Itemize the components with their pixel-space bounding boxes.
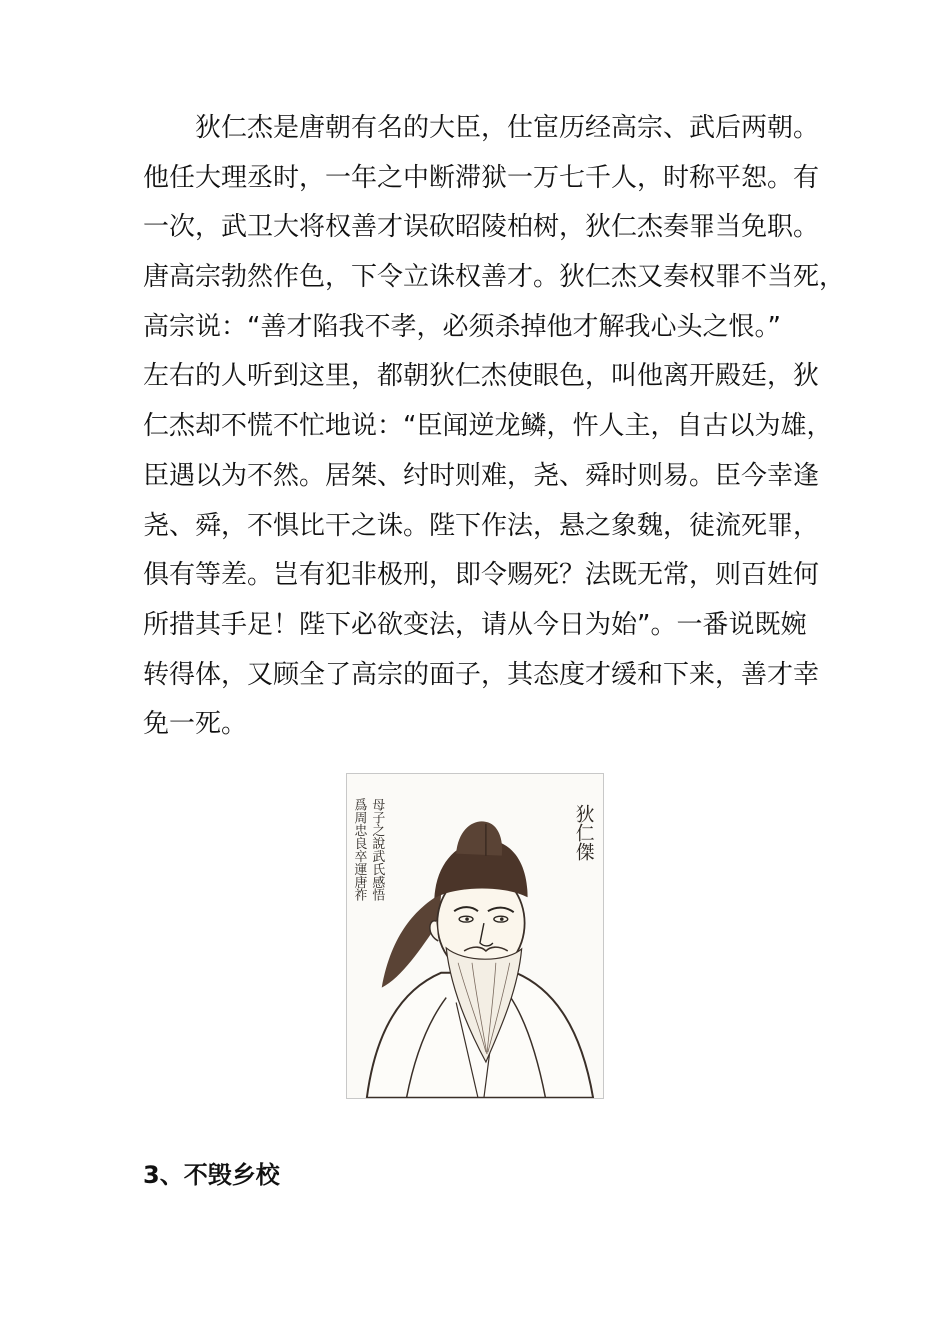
portrait-side-inscription: 母子之說武氏感悟 (369, 798, 385, 902)
portrait-drawing (347, 774, 603, 1098)
paragraph-line: 俱有等差。岂有犯非极刑，即令赐死？法既无常，则百姓何 (143, 560, 820, 591)
paragraph-line: 尧、舜，不惧比干之诛。陛下作法，悬之象魏，徒流死罪， (143, 510, 820, 541)
paragraph-line: 他任大理丞时，一年之中断滞狱一万七千人，时称平恕。有 (143, 162, 820, 193)
section-heading: 3、不毁乡校 (143, 1161, 280, 1189)
paragraph-line: 左右的人听到这里，都朝狄仁杰使眼色，叫他离开殿廷，狄 (143, 361, 820, 392)
paragraph-line: 一次，武卫大将权善才误砍昭陵柏树，狄仁杰奏罪当免职。 (143, 212, 820, 243)
paragraph-line: 唐高宗勃然作色，下令立诛权善才。狄仁杰又奏权罪不当死， (143, 262, 846, 293)
paragraph-line: 狄仁杰是唐朝有名的大臣，仕宦历经高宗、武后两朝。 (195, 113, 820, 143)
portrait-illustration (346, 773, 604, 1099)
paragraph-line: 仁杰却不慌不忙地说：“臣闻逆龙鳞，忤人主，自古以为雄， (143, 411, 833, 442)
portrait-side-inscription: 爲周忠良卒運唐祚 (351, 798, 367, 902)
paragraph-line: 所措其手足！陛下必欲变法，请从今日为始”。一番说既婉 (143, 609, 807, 640)
paragraph-line: 转得体，又顾全了高宗的面子，其态度才缓和下来，善才幸 (143, 659, 820, 690)
portrait-name-inscription: 狄仁傑 (572, 804, 594, 861)
paragraph-line: 臣遇以为不然。居桀、纣时则难，尧、舜时则易。臣今幸逢 (143, 460, 820, 491)
paragraph-line: 高宗说：“善才陷我不孝，必须杀掉他才解我心头之恨。” (143, 311, 781, 342)
paragraph-line: 免一死。 (143, 709, 248, 740)
body-paragraph (143, 104, 846, 750)
